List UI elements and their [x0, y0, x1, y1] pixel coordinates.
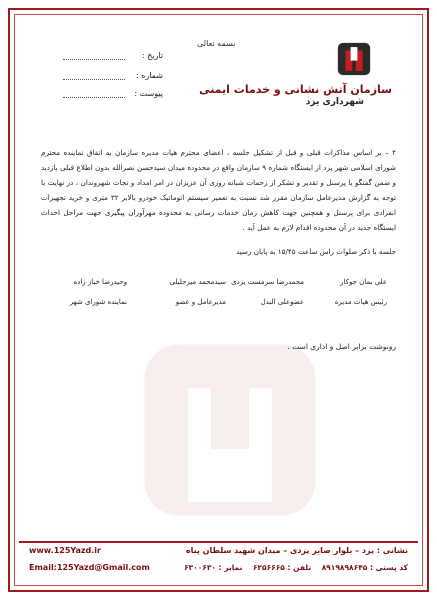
attachment-label: پیوست :: [134, 89, 163, 98]
signatory-title-3: مدیرعامل و عضو: [175, 298, 226, 306]
organization-name: سازمان آتش نشانی و خدمات ایمنی: [199, 83, 392, 96]
date-line: [63, 59, 125, 60]
footer-phone: تلفن : ۶۲۵۶۶۶۵: [252, 563, 312, 572]
inner-border: [14, 14, 423, 586]
body-paragraph: ۴ – بر اساس مذاکرات قبلی و قبل از تشکیل جلسه ، اعضای محترم هیات مدیره سازمان به اتفاق نماینده محترم شورای اسلامی شهر یزد از ایستگاه شماره ۹ سازمان واقع در محدوده میدان سیدحسن نصرالله بدون اطلاع قبلی بازدید و ضمن گفتگو با پرسنل و تقدیر و تشکر از زحمات شبانه روزی آن عزیزان در امر امداد و نجات شهروندان ، در نهایت با توجه به گزارش مدیرعامل سازمان مقرر شد نسبت به تعمیر سیستم اتوماتیک خودرو بالابر ۳۲ متری و خرید تجهیزات انفرادی برای پرسنل و همچنین جهت کاهش زمان خدمات رسانی به محدوده مهرآوران پیگیری جهت مراحل احداث ایستگاه جدید در آن محدوده اقدام لازم به عمل آید .: [41, 148, 397, 232]
date-label: تاریخ :: [141, 51, 163, 60]
footer-website-link[interactable]: www.125Yazd.ir: [29, 546, 101, 555]
signatory-name-3: سیدمحمد میرجلیلی: [169, 278, 226, 286]
watermark-logo-icon: [135, 335, 325, 525]
fire-department-logo-icon: [337, 42, 371, 76]
footer-contact: [184, 563, 408, 572]
number-label: شماره :: [135, 71, 163, 80]
copy-note: رونوشت برابر اصل و اداری است .: [287, 342, 396, 351]
signatory-title-4: نماینده شورای شهر: [69, 298, 127, 306]
attachment-line: [63, 97, 125, 98]
letter-footer: [19, 541, 418, 581]
signatory-title-1: رئیس هیات مدیره: [334, 298, 387, 306]
footer-fax: نمابر : ۶۳۰۰۶۳۰: [183, 563, 243, 572]
closing-line: جلسه با ذکر صلوات راس ساعت ۱۵/۴۵ به پایان رسید: [235, 247, 396, 256]
signatory-title-2: عضوعلی البدل: [260, 298, 304, 306]
signatory-name-1: علی بمان جوکار: [340, 278, 387, 286]
footer-address: نشانی : یزد – بلوار صابر یزدی – میدان شهید سلطان پناه: [185, 546, 408, 555]
signatory-name-4: وحیدرضا خباز زاده: [73, 278, 127, 286]
footer-email-link[interactable]: Email:125Yazd@Gmail.com: [29, 563, 150, 572]
footer-postal-code: کد پستی : ۸۹۱۹۸۹۸۶۴۵: [321, 563, 408, 572]
signatory-name-2: محمدرضا سرمست یزدی: [231, 278, 304, 286]
basmala: بسمه تعالی: [197, 39, 236, 48]
number-line: [63, 79, 125, 80]
municipality-name: شهرداری یزد: [305, 97, 364, 107]
letter-page: [8, 8, 429, 592]
